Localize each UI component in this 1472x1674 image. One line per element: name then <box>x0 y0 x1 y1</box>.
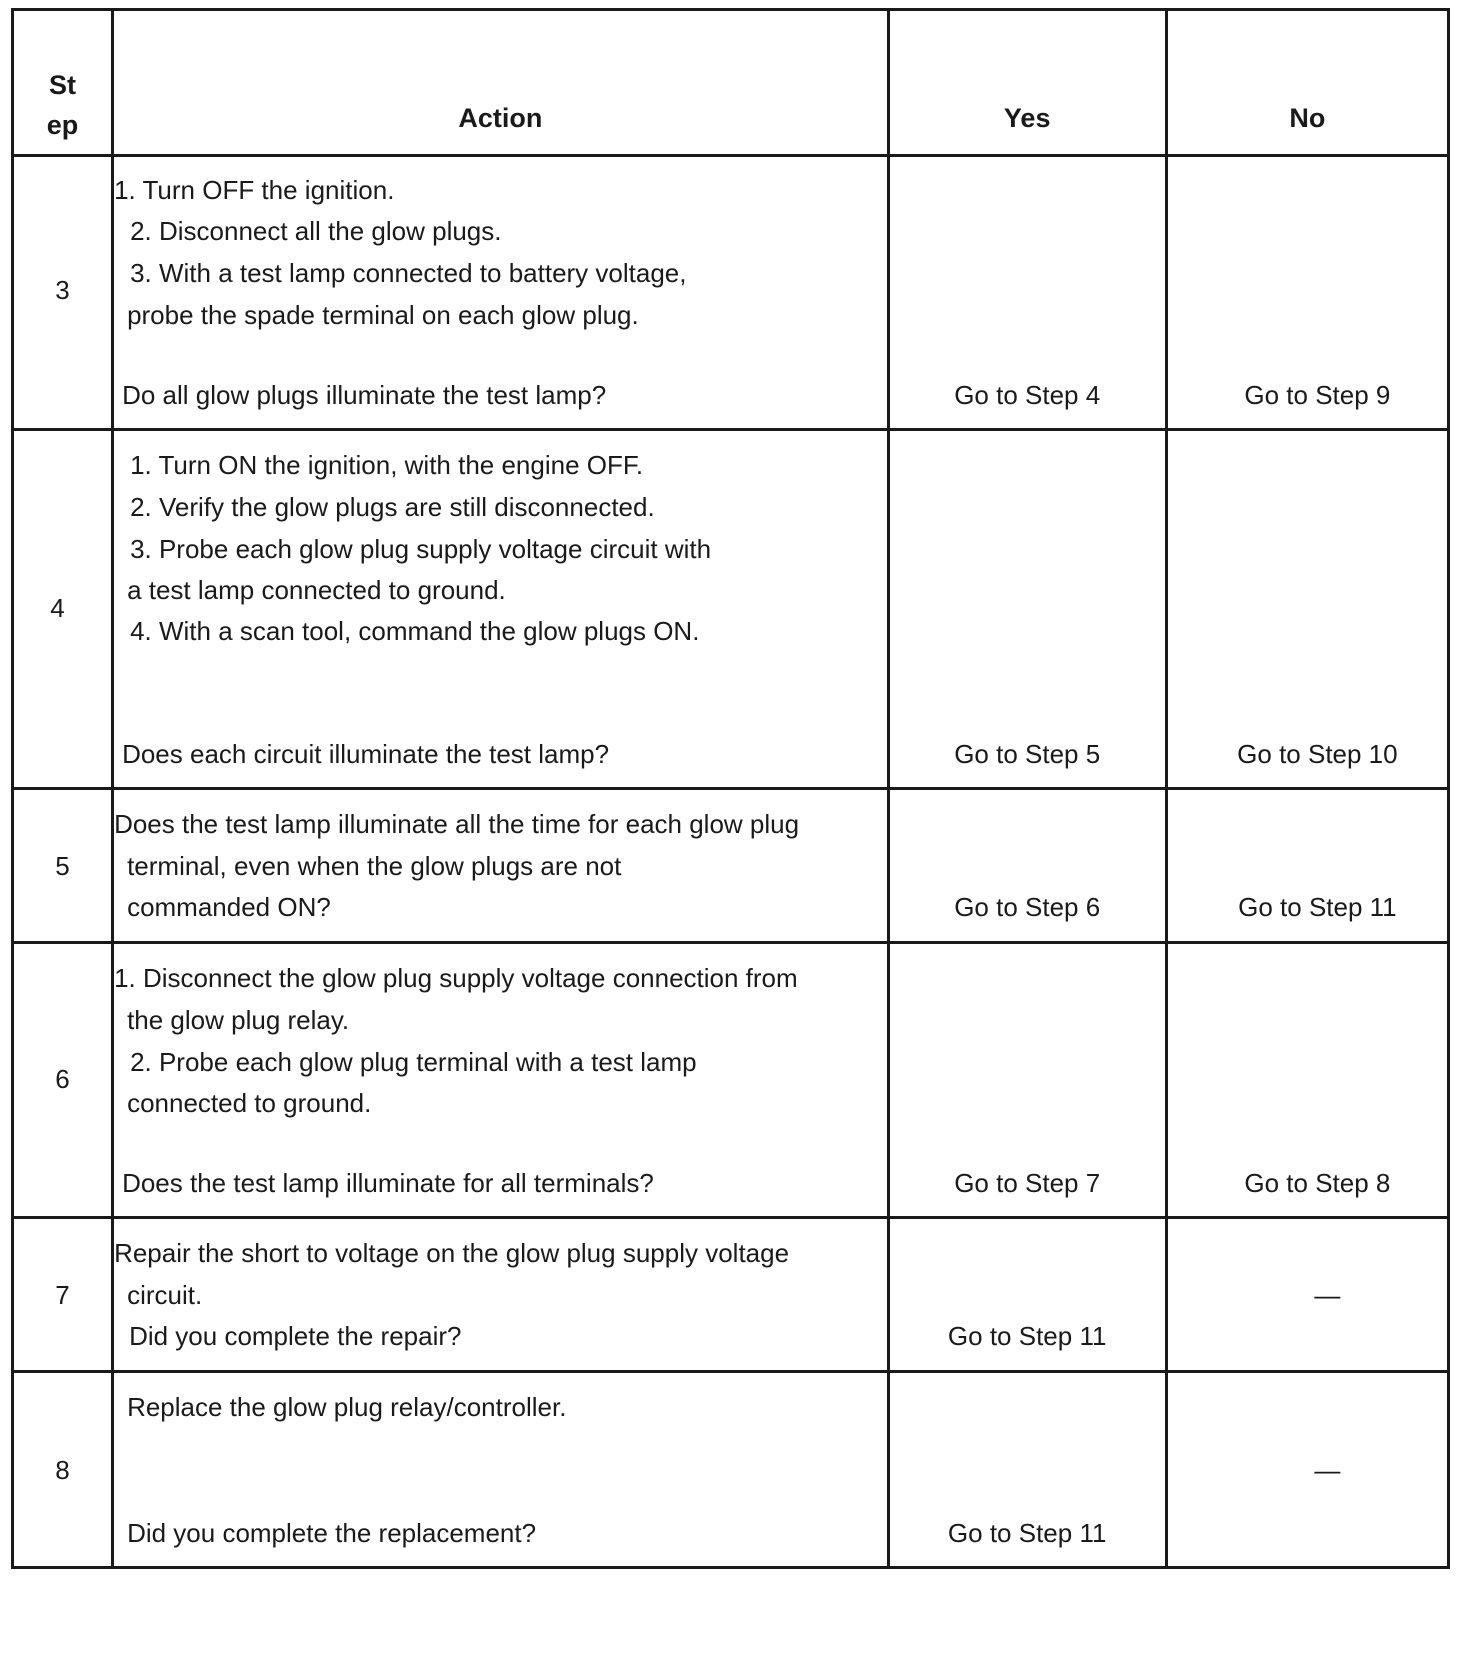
step-number: 7 <box>55 1280 70 1310</box>
step-cell <box>13 156 113 430</box>
header-step-line2: ep <box>46 110 79 140</box>
action-line: Does the test lamp illuminate all the time for each glow plug <box>114 809 800 839</box>
action-question: Do all glow plugs illuminate the test lamp? <box>122 380 607 410</box>
step-cell <box>13 943 113 1218</box>
no-cell <box>1166 1372 1448 1568</box>
action-line: Replace the glow plug relay/controller. <box>127 1392 567 1422</box>
step-number: 8 <box>55 1455 70 1485</box>
step-cell <box>13 1218 113 1372</box>
no-value: Go to Step 10 <box>1237 739 1398 769</box>
action-cell <box>113 789 889 943</box>
step-number: 5 <box>55 851 70 881</box>
yes-cell <box>888 430 1166 789</box>
action-cell <box>113 430 889 789</box>
yes-value: Go to Step 4 <box>954 380 1101 410</box>
action-line: circuit. <box>127 1280 203 1310</box>
table-row <box>13 789 1449 943</box>
yes-value: Go to Step 7 <box>954 1168 1101 1198</box>
yes-value: Go to Step 6 <box>954 892 1101 922</box>
action-cell <box>113 156 889 430</box>
action-line: the glow plug relay. <box>127 1005 350 1035</box>
step-number: 3 <box>55 275 70 305</box>
yes-cell <box>888 1218 1166 1372</box>
no-cell <box>1166 789 1448 943</box>
no-value: Go to Step 8 <box>1244 1168 1391 1198</box>
no-cell <box>1166 943 1448 1218</box>
action-line: terminal, even when the glow plugs are not <box>127 851 622 881</box>
no-value: Go to Step 9 <box>1244 380 1391 410</box>
step-number: 4 <box>50 593 65 623</box>
action-line: 2. Disconnect all the glow plugs. <box>130 216 502 246</box>
action-line: commanded ON? <box>127 892 331 922</box>
no-value: Go to Step 11 <box>1238 892 1397 922</box>
action-line: 1. Turn ON the ignition, with the engine OFF. <box>130 450 644 480</box>
action-cell <box>113 1372 889 1568</box>
step-cell <box>13 789 113 943</box>
yes-cell <box>888 1372 1166 1568</box>
header-action: Action <box>113 10 889 156</box>
header-yes: Yes <box>888 10 1166 156</box>
step-cell <box>13 430 113 789</box>
action-line: Did you complete the repair? <box>129 1321 462 1351</box>
action-question: Does each circuit illuminate the test lamp? <box>122 739 610 769</box>
table-row <box>13 943 1449 1218</box>
action-question: Does the test lamp illuminate for all terminals? <box>122 1168 654 1198</box>
step-number: 6 <box>55 1064 70 1094</box>
no-cell <box>1166 156 1448 430</box>
table-row <box>13 156 1449 430</box>
yes-cell <box>888 943 1166 1218</box>
action-line: connected to ground. <box>127 1088 372 1118</box>
action-line: 2. Probe each glow plug terminal with a test lamp <box>130 1047 697 1077</box>
action-line: 4. With a scan tool, command the glow plugs ON. <box>130 616 700 646</box>
yes-cell <box>888 789 1166 943</box>
no-value: — <box>1314 1280 1341 1310</box>
action-question: Did you complete the replacement? <box>127 1518 537 1548</box>
yes-value: Go to Step 11 <box>947 1321 1107 1351</box>
action-cell <box>113 1218 889 1372</box>
header-no: No <box>1166 10 1448 156</box>
table-row <box>13 430 1449 789</box>
header-step <box>13 10 113 156</box>
table-header-row <box>13 10 1449 156</box>
yes-value: Go to Step 11 <box>947 1518 1107 1548</box>
action-line: probe the spade terminal on each glow plug. <box>127 300 639 330</box>
no-value: — <box>1314 1455 1341 1485</box>
action-cell <box>113 943 889 1218</box>
action-line: 1. Turn OFF the ignition. <box>114 175 395 205</box>
action-line: 2. Verify the glow plugs are still disconnected. <box>130 492 655 522</box>
table-row <box>13 1218 1449 1372</box>
action-line: 3. With a test lamp connected to battery voltage, <box>130 258 687 288</box>
action-line: 3. Probe each glow plug supply voltage circuit with <box>130 534 712 564</box>
no-cell <box>1166 430 1448 789</box>
header-step-line1: St <box>49 70 77 100</box>
table-row <box>13 1372 1449 1568</box>
step-cell <box>13 1372 113 1568</box>
action-line: 1. Disconnect the glow plug supply voltage connection from <box>114 963 798 993</box>
yes-value: Go to Step 5 <box>954 739 1101 769</box>
no-cell <box>1166 1218 1448 1372</box>
diagnostic-table <box>11 8 1450 1569</box>
yes-cell <box>888 156 1166 430</box>
action-line: Repair the short to voltage on the glow plug supply voltage <box>114 1238 790 1268</box>
action-line: a test lamp connected to ground. <box>127 575 506 605</box>
